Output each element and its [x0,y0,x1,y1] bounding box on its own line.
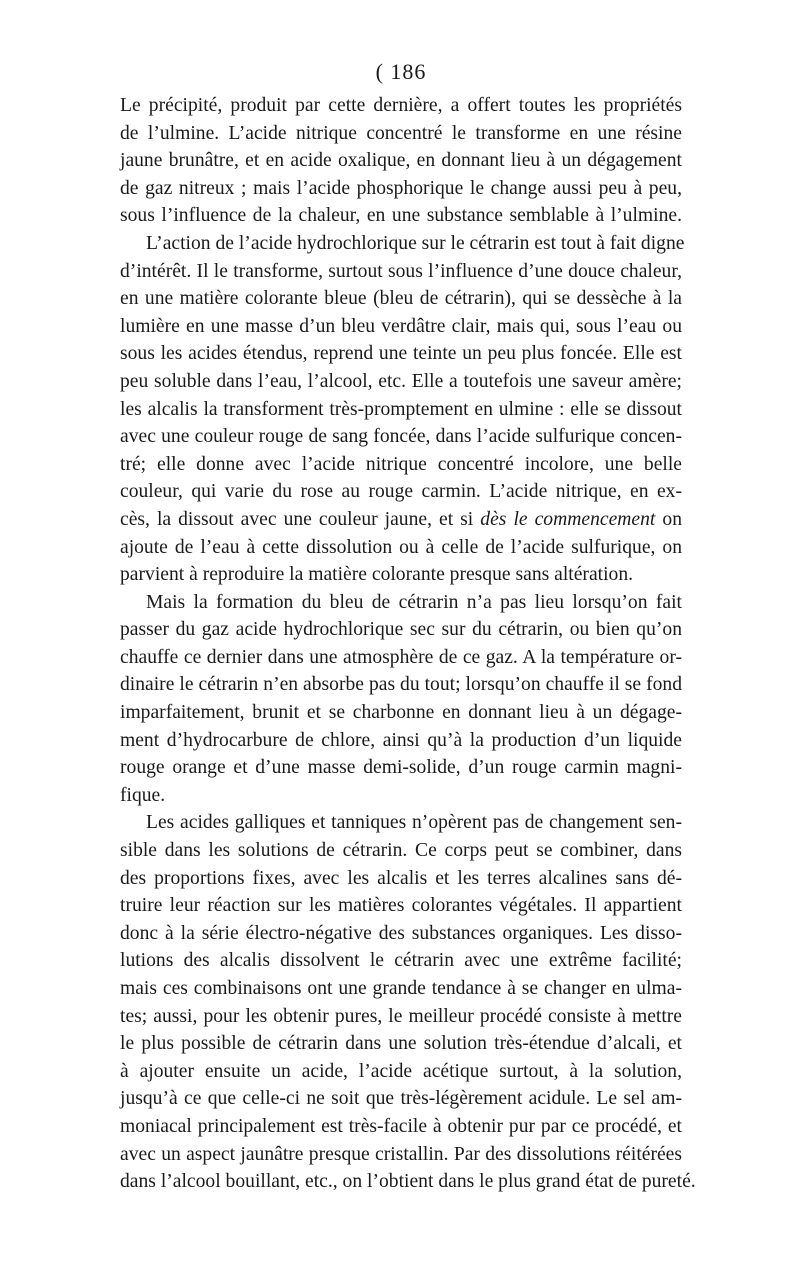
text-line: parvient à reproduire la matière colorante presque sans altération. [120,564,634,586]
text-line: d’intérêt. Il le transforme, surtout sous l’influence d’une douce chaleur, [120,260,682,282]
page-number: ( 186 [375,59,427,84]
book-page [120,58,696,1196]
paragraph-2 [120,230,685,589]
text-line: lutions des alcalis dissolvent le cétrarin avec une extrême facilité; [120,950,682,972]
text-line: jusqu’à ce que celle-ci ne soit que très-légèrement acidule. Le sel am- [120,1088,682,1110]
text-line-with-emphasis [120,506,682,534]
paragraph-3 [120,589,682,810]
text-line: ajoute de l’eau à cette dissolution ou à celle de l’acide sulfurique, on [120,536,682,558]
paragraph-4 [120,809,696,1195]
text-line: de l’ulmine. L’acide nitrique concentré le transforme en une résine [120,122,682,144]
text-line: Mais la formation du bleu de cétrarin n’a pas lieu lorsqu’on fait [146,591,682,613]
text-line: dans l’alcool bouillant, etc., on l’obtient dans le plus grand état de pureté. [120,1171,696,1193]
paragraph-1 [120,92,682,230]
text-line: sible dans les solutions de cétrarin. Ce corps peut se combiner, dans [120,840,682,862]
text-line: donc à la série électro-négative des substances organiques. Les disso- [120,922,682,944]
text-line: Le précipité, produit par cette dernière, a offert toutes les propriétés [120,95,682,116]
text-line: en une matière colorante bleue (bleu de cétrarin), qui se dessèche à la [120,288,682,310]
emphasis-text: dès le commencement [480,508,656,530]
text-line: Les acides galliques et tanniques n’opèrent pas de changement sen- [146,812,682,834]
text-line: les alcalis la transforment très-promptement en ulmine : elle se dissout [120,398,682,420]
text-line: dinaire le cétrarin n’en absorbe pas du tout; lorsqu’on chauffe il se fond [120,674,682,696]
text-line: chauffe ce dernier dans une atmosphère de ce gaz. A la température or- [120,646,682,668]
text-line: L’action de l’acide hydrochlorique sur le cétrarin est tout à fait digne [146,232,685,254]
text-line: le plus possible de cétrarin dans une solution très-étendue d’alcali, et [120,1033,682,1055]
text-line: fique. [120,784,166,806]
text-line: moniacal principalement est très-facile à obtenir pur par ce procédé, et [120,1115,682,1137]
text-line: jaune brunâtre, et en acide oxalique, en donnant lieu à un dégagement [120,150,682,172]
text-line: lumière en une masse d’un bleu verdâtre clair, mais qui, sous l’eau ou [120,315,682,337]
text-line: avec une couleur rouge de sang foncée, dans l’acide sulfurique concen- [120,426,682,448]
text-line: passer du gaz acide hydrochlorique sec sur du cétrarin, ou bien qu’on [120,619,682,641]
text-line: imparfaitement, brunit et se charbonne en donnant lieu à un dégage- [120,702,682,724]
text-line: tes; aussi, pour les obtenir pures, le meilleur procédé consiste à mettre [120,1005,682,1027]
text-line: mais ces combinaisons ont une grande tendance à se changer en ulma- [120,978,682,999]
text-line: sous les acides étendus, reprend une teinte un peu plus foncée. Elle est [120,343,682,365]
text-line: peu soluble dans l’eau, l’alcool, etc. Elle a toutefois une saveur amère; [120,370,682,392]
text-line: de gaz nitreux ; mais l’acide phosphorique le change aussi peu à peu, [120,177,682,199]
text-line: truire leur réaction sur les matières colorantes végétales. Il appartient [120,895,682,917]
text-line: sous l’influence de la chaleur, en une substance semblable à l’ulmine. [120,205,682,227]
text-line: tré; elle donne avec l’acide nitrique concentré incolore, une belle [120,453,682,475]
text-line: couleur, qui varie du rose au rouge carmin. L’acide nitrique, en ex- [120,481,682,503]
text-line: rouge orange et d’une masse demi-solide, d’un rouge carmin magni- [120,757,682,779]
text-segment: on [662,508,682,530]
text-segment: cès, la dissout avec une couleur jaune, et si [120,508,474,530]
text-line: des proportions fixes, avec les alcalis et les terres alcalines sans dé- [120,867,682,889]
text-line: à ajouter ensuite un acide, l’acide acétique surtout, à la solution, [120,1060,682,1082]
text-line: avec un aspect jaunâtre presque cristallin. Par des dissolutions réitérées [120,1143,682,1165]
text-line: ment d’hydrocarbure de chlore, ainsi qu’à la production d’un liquide [120,729,682,751]
